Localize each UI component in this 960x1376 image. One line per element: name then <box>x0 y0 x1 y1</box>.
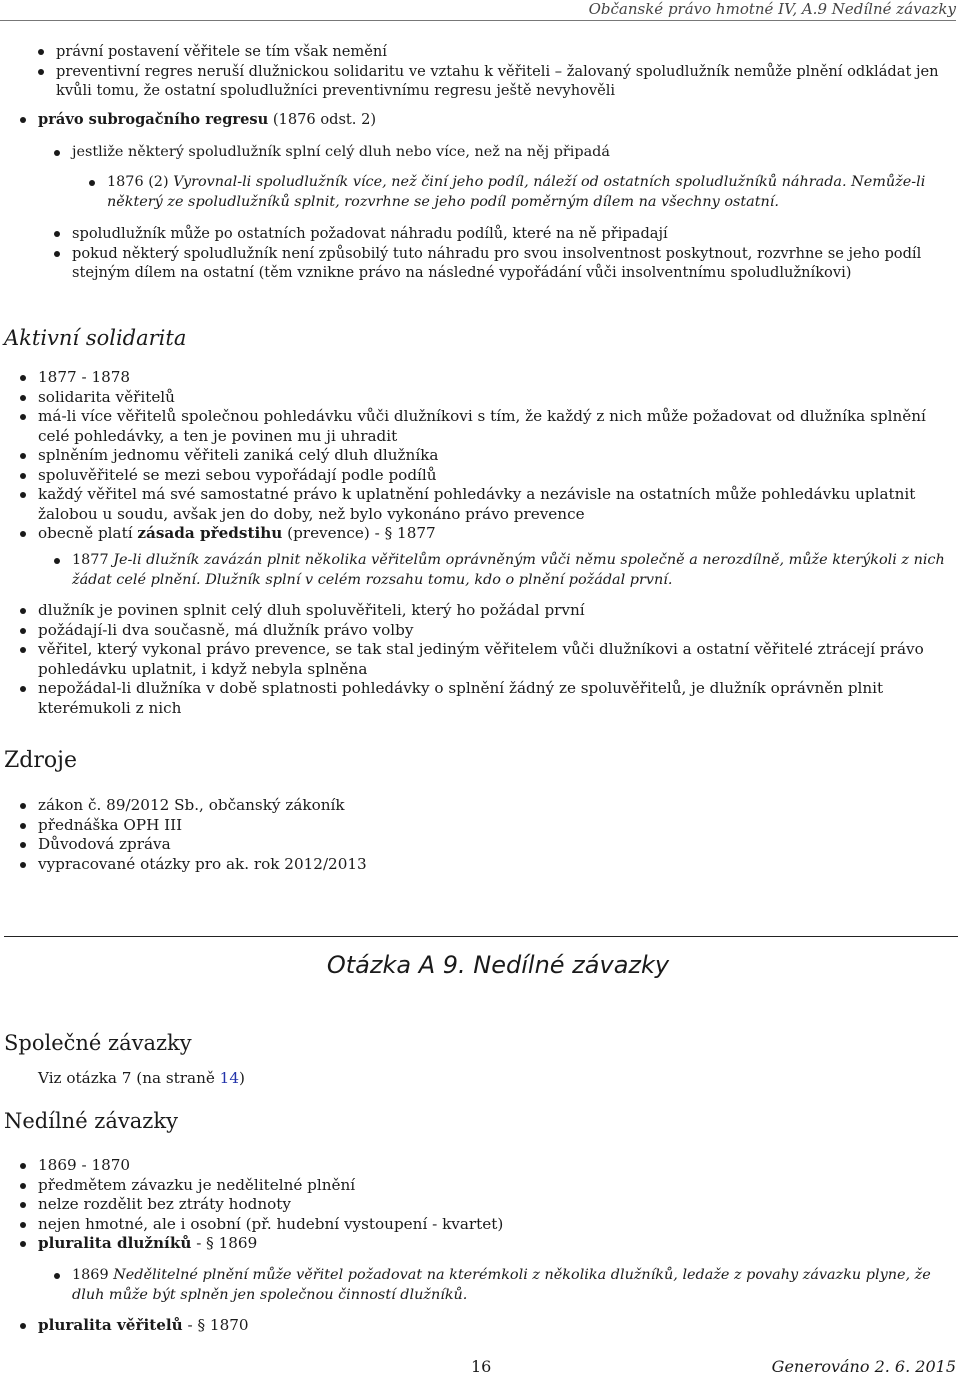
list-item: přednáška OPH III <box>38 816 956 836</box>
list-item: nejen hmotné, ale i osobní (př. hudební vystoupení - kvartet) <box>38 1215 956 1235</box>
list-item: spoluvěřitelé se mezi sebou vypořádají podle podílů <box>38 466 956 486</box>
quote-1876 <box>107 173 957 212</box>
list-item: požádají-li dva současně, má dlužník právo volby <box>38 621 956 641</box>
section-title-sources: Zdroje <box>4 748 77 773</box>
list-item: právo subrogačního regresu (1876 odst. 2) <box>38 110 956 130</box>
list-item: věřitel, který vykonal právo prevence, se tak stal jediným věřitelem vůči dlužníkovi a ostatní věřitelé ztrácejí právo pohledávku uplatnit, i když nebyla splněna <box>38 640 956 679</box>
list-item: nepožádal-li dlužníka v době splatnosti pohledávky o splnění žádný ze spoluvěřitelů, je dlužník oprávněn plnit kterémukoli z nich <box>38 679 956 718</box>
section-title-joint-obligations: Společné závazky <box>4 1031 192 1055</box>
list-item: preventivní regres neruší dlužnickou solidaritu ve vztahu k věřiteli – žalovaný spoludlužník nemůže plnění odkládat jen kvůli tomu, že ostatní spoludlužníci preventivnímu regresu ještě nevyhověli <box>56 62 956 101</box>
section-title-indivisible-obligations: Nedílné závazky <box>4 1109 178 1133</box>
chapter-title: Otázka A 9. Nedílné závazky <box>326 951 670 979</box>
active-solidarity-list <box>38 368 956 544</box>
list-item: má-li více věřitelů společnou pohledávku vůči dlužníkovi s tím, že každý z nich může požadovat od dlužníka splnění celé pohledávky, a ten je povinen mu ji uhradit <box>38 407 956 446</box>
list-item: splněním jednomu věřiteli zaniká celý dluh dlužníka <box>38 446 956 466</box>
list-item: každý věřitel má své samostatné právo k uplatnění pohledávky a nezávisle na ostatních může pohledávku uplatnit žalobou u soudu, avšak jen do doby, než bylo vykonáno právo prevence <box>38 485 956 524</box>
page-number: 16 <box>471 1357 492 1376</box>
list-item: jestliže některý spoludlužník splní celý dluh nebo více, než na něj připadá <box>72 143 956 163</box>
statute-quote: 1876 (2) Vyrovnal-li spoludlužník více, než činí jeho podíl, náleží od ostatních spoludlužníků náhrada. Nemůže-li některý ze spoludlužníků splnit, rozvrhne se jeho podíl poměrným dílem na všechny ostatní. <box>107 173 957 212</box>
section-title-active-solidarity: Aktivní solidarita <box>4 326 187 350</box>
list-item: 1869 - 1870 <box>38 1156 956 1176</box>
quote-1869 <box>72 1266 956 1305</box>
list-item: dlužník je povinen splnit celý dluh spoluvěřiteli, který ho požádal první <box>38 601 956 621</box>
list-item: pluralita dlužníků - § 1869 <box>38 1234 956 1254</box>
sources-list <box>38 796 956 874</box>
active-solidarity-after-list <box>38 601 956 718</box>
joint-obligations-text: Viz otázka 7 (na straně 14) <box>38 1069 245 1087</box>
list-item: právní postavení věřitele se tím však nemění <box>56 42 956 62</box>
list-item: nelze rozdělit bez ztráty hodnoty <box>38 1195 956 1215</box>
list-item: pokud některý spoludlužník není způsobilý tuto náhradu pro svou insolventnost poskytnout, rozvrhne se jeho podíl stejným dílem na ostatní (těm vznikne právo na následné vypořádání vůči insolventnímu spoludlužníkovi) <box>72 244 956 283</box>
generated-date: Generováno 2. 6. 2015 <box>771 1357 956 1376</box>
subrogation-sublist <box>72 143 956 163</box>
chapter-divider <box>4 936 958 937</box>
indivisible-obligations-list <box>38 1156 956 1254</box>
statute-quote: 1869 Nedělitelné plnění může věřitel požadovat na kterémkoli z několika dlužníků, ledaže z povahy závazku plyne, že dluh může být splněn jen společnou činností dlužníků. <box>72 1266 956 1305</box>
subrogation-list <box>38 110 956 130</box>
subrogation-after-list <box>72 224 956 283</box>
list-item: vypracované otázky pro ak. rok 2012/2013 <box>38 855 956 875</box>
list-item: spoludlužník může po ostatních požadovat náhradu podílů, které na ně připadají <box>72 224 956 244</box>
list-item: pluralita věřitelů - § 1870 <box>38 1316 956 1336</box>
page-reference-link[interactable]: 14 <box>219 1069 239 1087</box>
indivisible-after-list <box>38 1316 956 1336</box>
list-item: Důvodová zpráva <box>38 835 956 855</box>
list-item: zákon č. 89/2012 Sb., občanský zákoník <box>38 796 956 816</box>
preventive-regress-list <box>56 42 956 101</box>
list-item: předmětem závazku je nedělitelné plnění <box>38 1176 956 1196</box>
list-item: 1877 - 1878 <box>38 368 956 388</box>
list-item: obecně platí zásada předstihu (prevence) - § 1877 <box>38 524 956 544</box>
subrogation-term: právo subrogačního regresu <box>38 111 269 128</box>
list-item: solidarita věřitelů <box>38 388 956 408</box>
quote-1877 <box>72 551 956 590</box>
running-header: Občanské právo hmotné IV, A.9 Nedílné závazky <box>0 0 956 21</box>
statute-quote: 1877 Je-li dlužník zavázán plnit několika věřitelům oprávněným vůči němu společně a nerozdílně, může kterýkoli z nich žádat celé plnění. Dlužník splní v celém rozsahu tomu, kdo o plnění požádal první. <box>72 551 956 590</box>
